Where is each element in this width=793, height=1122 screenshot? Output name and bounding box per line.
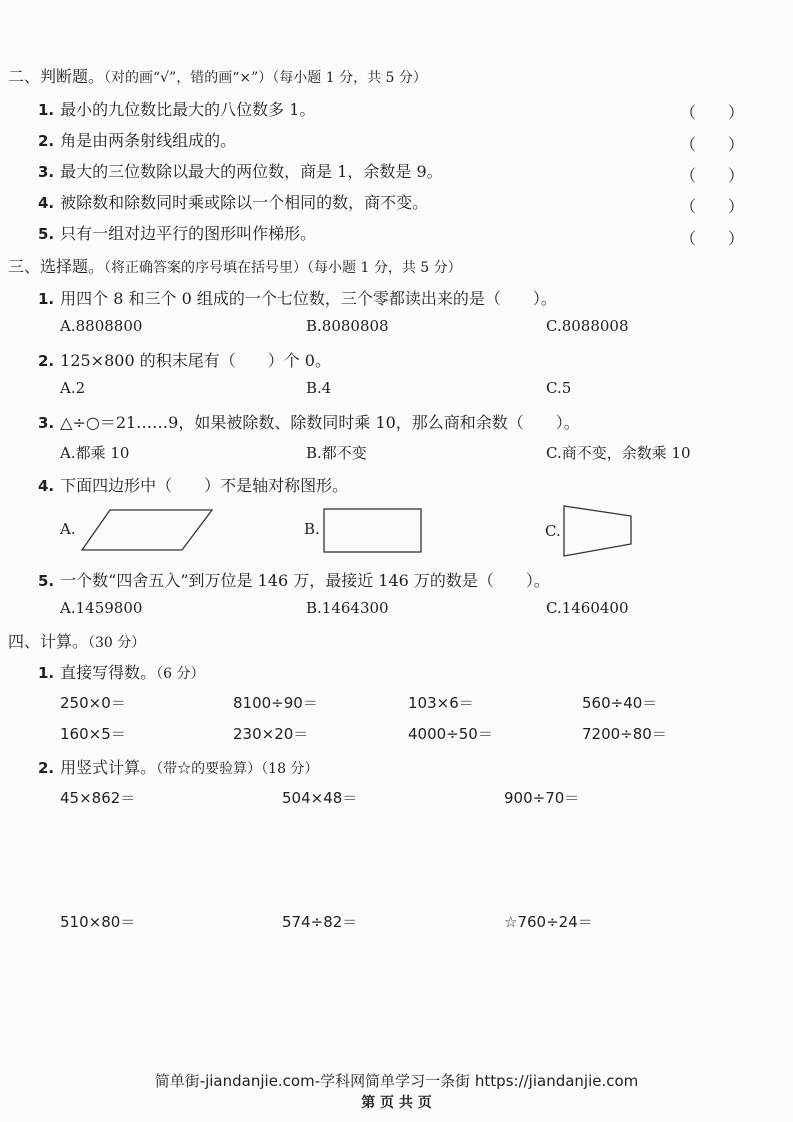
calc-part-2: 2. 用竖式计算。（带☆的要验算）（18 分） <box>38 758 319 777</box>
section2-title: 二、判断题。 <box>8 67 105 86</box>
parallelogram-shape <box>80 508 214 552</box>
judge-item-1: 1. 最小的九位数比最大的八位数多 1。 <box>38 100 316 119</box>
oral-calc-2[interactable]: 8100÷90＝ <box>233 694 318 712</box>
section4-subtitle: （30 分） <box>88 635 146 651</box>
choice-3-option-a[interactable]: A.都乘 10 <box>60 444 130 462</box>
source-footer: 简单街-jiandanjie.com-学科网简单学习一条街 https://jiandanjie.com <box>154 1072 639 1090</box>
rectangle-shape <box>323 508 423 554</box>
vertical-calc-1[interactable]: 45×862＝ <box>60 789 136 807</box>
oral-calc-8[interactable]: 7200÷80＝ <box>582 725 667 743</box>
section2-header <box>8 64 427 87</box>
choice-5-option-c[interactable]: C.1460400 <box>546 599 629 617</box>
trapezoid-shape <box>562 504 634 558</box>
oral-calc-6[interactable]: 230×20＝ <box>233 725 309 743</box>
choice-1-option-a[interactable]: A.8808800 <box>60 317 143 335</box>
vertical-calc-4[interactable]: 510×80＝ <box>60 913 136 931</box>
answer-paren-4[interactable]: （ ） <box>680 197 745 216</box>
section4-header <box>8 629 145 652</box>
choice-3-option-b[interactable]: B.都不变 <box>306 444 367 462</box>
choice-4-option-c[interactable]: C. <box>545 522 561 540</box>
vertical-calc-2[interactable]: 504×48＝ <box>282 789 358 807</box>
choice-3-option-c[interactable]: C.商不变，余数乘 10 <box>546 444 691 462</box>
oral-calc-5[interactable]: 160×5＝ <box>60 725 126 743</box>
section4-title: 四、计算。 <box>8 632 89 651</box>
answer-paren-1[interactable]: （ ） <box>680 103 745 122</box>
choice-item-4: 4. 下面四边形中（ ）不是轴对称图形。 <box>38 476 349 495</box>
choice-item-2: 2. 125×800 的积末尾有（ ）个 0。 <box>38 351 331 370</box>
judge-item-3: 3. 最大的三位数除以最大的两位数，商是 1，余数是 9。 <box>38 162 443 181</box>
choice-2-option-c[interactable]: C.5 <box>546 379 572 397</box>
oral-calc-7[interactable]: 4000÷50＝ <box>408 725 493 743</box>
choice-item-5: 5. 一个数“四舍五入”到万位是 146 万，最接近 146 万的数是（ ）。 <box>38 571 550 590</box>
page-number: 第 页 共 页 <box>361 1095 432 1111</box>
oral-calc-4[interactable]: 560÷40＝ <box>582 694 658 712</box>
section2-subtitle: （对的画“√”，错的画“×”）（每小题 1 分，共 5 分） <box>104 70 427 86</box>
calc-part-1: 1. 直接写得数。（6 分） <box>38 663 205 682</box>
choice-1-option-c[interactable]: C.8088008 <box>546 317 629 335</box>
section3-title: 三、选择题。 <box>8 257 105 276</box>
oral-calc-3[interactable]: 103×6＝ <box>408 694 474 712</box>
section3-subtitle: （将正确答案的序号填在括号里）（每小题 1 分，共 5 分） <box>104 260 462 276</box>
answer-paren-2[interactable]: （ ） <box>680 135 745 154</box>
vertical-calc-3[interactable]: 900÷70＝ <box>504 789 580 807</box>
choice-1-option-b[interactable]: B.8080808 <box>306 317 389 335</box>
judge-item-5: 5. 只有一组对边平行的图形叫作梯形。 <box>38 224 317 243</box>
judge-item-4: 4. 被除数和除数同时乘或除以一个相同的数，商不变。 <box>38 193 429 212</box>
answer-paren-3[interactable]: （ ） <box>680 166 745 185</box>
answer-paren-5[interactable]: （ ） <box>680 229 745 248</box>
judge-item-2: 2. 角是由两条射线组成的。 <box>38 131 237 150</box>
choice-5-option-b[interactable]: B.1464300 <box>306 599 389 617</box>
choice-item-3: 3. △÷○＝21……9，如果被除数、除数同时乘 10，那么商和余数（ ）。 <box>38 413 580 432</box>
choice-2-option-b[interactable]: B.4 <box>306 379 332 397</box>
oral-calc-1[interactable]: 250×0＝ <box>60 694 126 712</box>
choice-2-option-a[interactable]: A.2 <box>60 379 86 397</box>
choice-5-option-a[interactable]: A.1459800 <box>60 599 143 617</box>
vertical-calc-6[interactable]: ☆760÷24＝ <box>504 913 593 931</box>
section3-header <box>8 254 462 277</box>
choice-item-1: 1. 用四个 8 和三个 0 组成的一个七位数，三个零都读出来的是（ ）。 <box>38 289 557 308</box>
choice-4-option-a[interactable]: A. <box>60 520 76 538</box>
vertical-calc-5[interactable]: 574÷82＝ <box>282 913 358 931</box>
choice-4-option-b[interactable]: B. <box>304 520 320 538</box>
